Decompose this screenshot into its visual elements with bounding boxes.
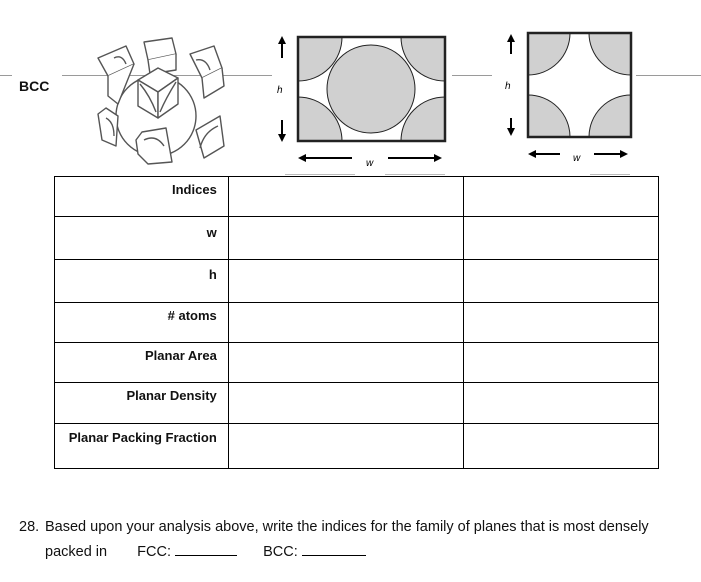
answer-cell[interactable] bbox=[228, 177, 463, 217]
plane-a-height-label: h bbox=[277, 85, 283, 96]
answer-cell[interactable] bbox=[228, 260, 463, 303]
question-number: 28. bbox=[19, 519, 40, 535]
planar-properties-table bbox=[54, 176, 659, 469]
row-label-text: Planar Area bbox=[145, 348, 217, 363]
bcc-unit-cell-illustration bbox=[92, 36, 232, 166]
question-line-1 bbox=[19, 515, 699, 540]
plane-b-height-label: h bbox=[505, 81, 511, 92]
guide-line-w3 bbox=[590, 174, 630, 175]
guide-line-right bbox=[636, 75, 701, 76]
row-label-planar-area bbox=[55, 343, 229, 383]
table-row bbox=[55, 260, 659, 303]
answer-cell[interactable] bbox=[463, 424, 658, 469]
bcc-label: BCC bbox=[19, 78, 50, 94]
plane-diagram-b bbox=[498, 30, 638, 164]
question-28 bbox=[19, 515, 699, 565]
answer-cell[interactable] bbox=[228, 217, 463, 260]
fcc-answer-blank[interactable] bbox=[175, 541, 237, 556]
guide-line-left bbox=[0, 75, 12, 76]
answer-cell[interactable] bbox=[228, 303, 463, 343]
table-row bbox=[55, 217, 659, 260]
row-label-text: w bbox=[206, 225, 217, 240]
table-row bbox=[55, 424, 659, 469]
row-label-planar-packing-fraction bbox=[55, 424, 229, 469]
answer-cell[interactable] bbox=[463, 260, 658, 303]
guide-line-mid2 bbox=[452, 75, 492, 76]
table-row bbox=[55, 303, 659, 343]
question-text: Based upon your analysis above, write the indices for the family of planes that is most densely bbox=[45, 519, 649, 535]
answer-cell[interactable] bbox=[228, 424, 463, 469]
answer-cell[interactable] bbox=[463, 303, 658, 343]
answer-cell[interactable] bbox=[463, 343, 658, 383]
answer-cell[interactable] bbox=[463, 383, 658, 424]
row-label-planar-density bbox=[55, 383, 229, 424]
plane-a-width-label: w bbox=[366, 158, 374, 169]
row-label-indices bbox=[55, 177, 229, 217]
bcc-answer-blank[interactable] bbox=[302, 541, 366, 556]
table-row bbox=[55, 383, 659, 424]
guide-line-w1 bbox=[285, 174, 355, 175]
row-label-atoms bbox=[55, 303, 229, 343]
fcc-label: FCC: bbox=[137, 544, 171, 560]
row-label-text: h bbox=[208, 267, 217, 282]
row-label-text: Indices bbox=[172, 182, 217, 197]
question-prefix: packed in bbox=[45, 544, 108, 560]
answer-cell[interactable] bbox=[228, 383, 463, 424]
table-row bbox=[55, 343, 659, 383]
answer-cell[interactable] bbox=[228, 343, 463, 383]
answer-cell[interactable] bbox=[463, 177, 658, 217]
bcc-answer-label: BCC: bbox=[263, 544, 298, 560]
question-line-2 bbox=[19, 540, 699, 565]
plane-diagram-a bbox=[270, 32, 450, 169]
row-label-text: Planar Packing Fraction bbox=[68, 430, 217, 445]
guide-line-w2 bbox=[385, 174, 445, 175]
table-row bbox=[55, 177, 659, 217]
row-label-text: # atoms bbox=[167, 308, 217, 323]
plane-b-width-label: w bbox=[573, 153, 581, 164]
answer-cell[interactable] bbox=[463, 217, 658, 260]
row-label-h bbox=[55, 260, 229, 303]
row-label-w bbox=[55, 217, 229, 260]
row-label-text: Planar Density bbox=[126, 388, 217, 403]
